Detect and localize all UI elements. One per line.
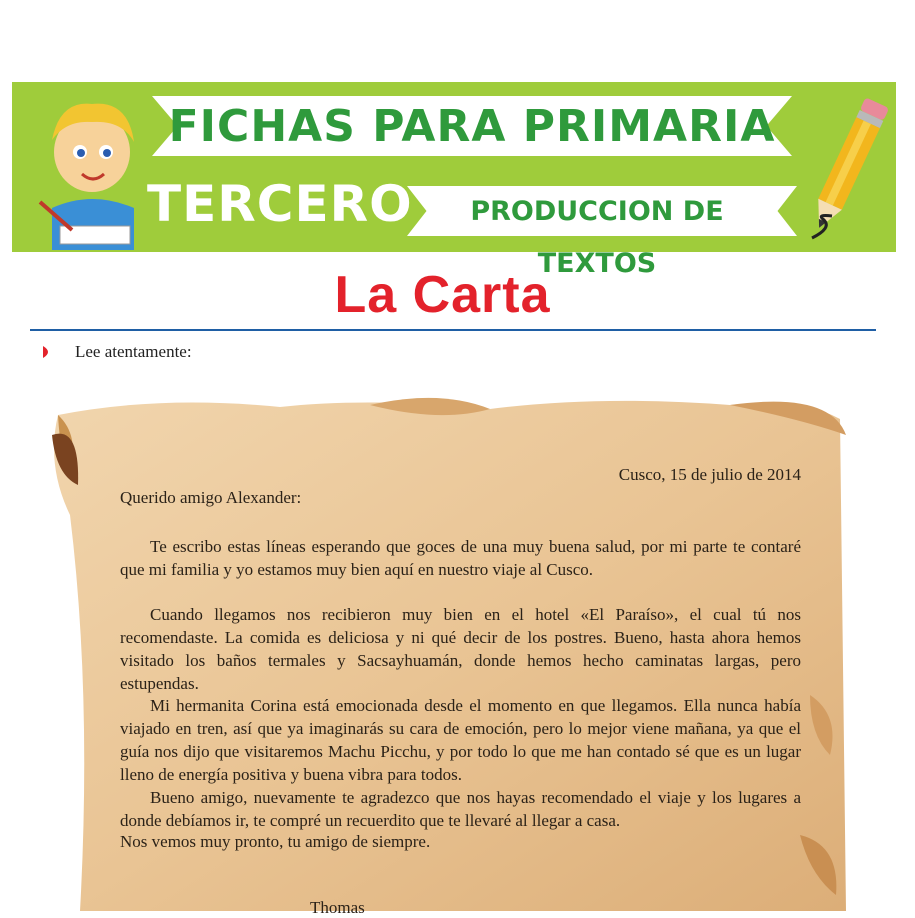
instruction-text: Lee atentamente: bbox=[75, 342, 192, 361]
header-banner bbox=[12, 82, 896, 279]
paragraph-text: Cuando llegamos nos recibieron muy bien en el hotel «El Paraíso», el cual tú nos recomendaste. La comida es deliciosa y ni qué decir de los postres. Bueno, hasta ahora hemos visitado los baños termales y Sacsayhuamán, donde hemos hecho caminatas largas, pero estupendas. bbox=[120, 605, 801, 693]
page-title: La Carta bbox=[334, 266, 551, 324]
letter-paragraph-4 bbox=[120, 786, 801, 832]
banner-subject-label: PRODUCCION DE TEXTOS bbox=[470, 196, 724, 279]
letter-paragraph-1 bbox=[120, 535, 801, 581]
title-divider bbox=[30, 329, 876, 331]
paragraph-text: Mi hermanita Corina está emocionada desde el momento en que llegamos. Ella nunca había viajado en tren, así que ya imaginarás su cara de emoción, pero lo mejor viene mañana, ya que el guía nos dijo que visitaremos Machu Picchu, y por todo lo que me han contado sé que es un lugar lleno de energía positiva y buena vibra para todos. bbox=[120, 696, 801, 784]
letter-paragraph-3 bbox=[120, 694, 801, 786]
banner-grade-label: TERCERO bbox=[147, 175, 413, 233]
letter-signature: Thomas bbox=[310, 898, 365, 917]
paragraph-text: Bueno amigo, nuevamente te agradezco que nos hayas recomendado el viaje y los lugares a donde debíamos ir, te compré un recuerdito que te llevaré al llegar a casa. bbox=[120, 788, 801, 830]
letter-closing: Nos vemos muy pronto, tu amigo de siempre. bbox=[120, 832, 431, 851]
paragraph-text: Te escribo estas líneas esperando que goces de una muy buena salud, por mi parte te contaré que mi familia y yo estamos muy bien aquí en nuestro viaje al Cusco. bbox=[120, 537, 801, 579]
letter-greeting: Querido amigo Alexander: bbox=[120, 488, 302, 507]
pencil-icon bbox=[802, 88, 892, 248]
banner-top-label: FICHAS PARA PRIMARIA bbox=[168, 101, 776, 152]
letter-paragraph-2 bbox=[120, 603, 801, 695]
bullet-icon bbox=[43, 346, 53, 358]
letter-date: Cusco, 15 de julio de 2014 bbox=[618, 465, 801, 484]
student-writing-icon bbox=[30, 90, 150, 250]
